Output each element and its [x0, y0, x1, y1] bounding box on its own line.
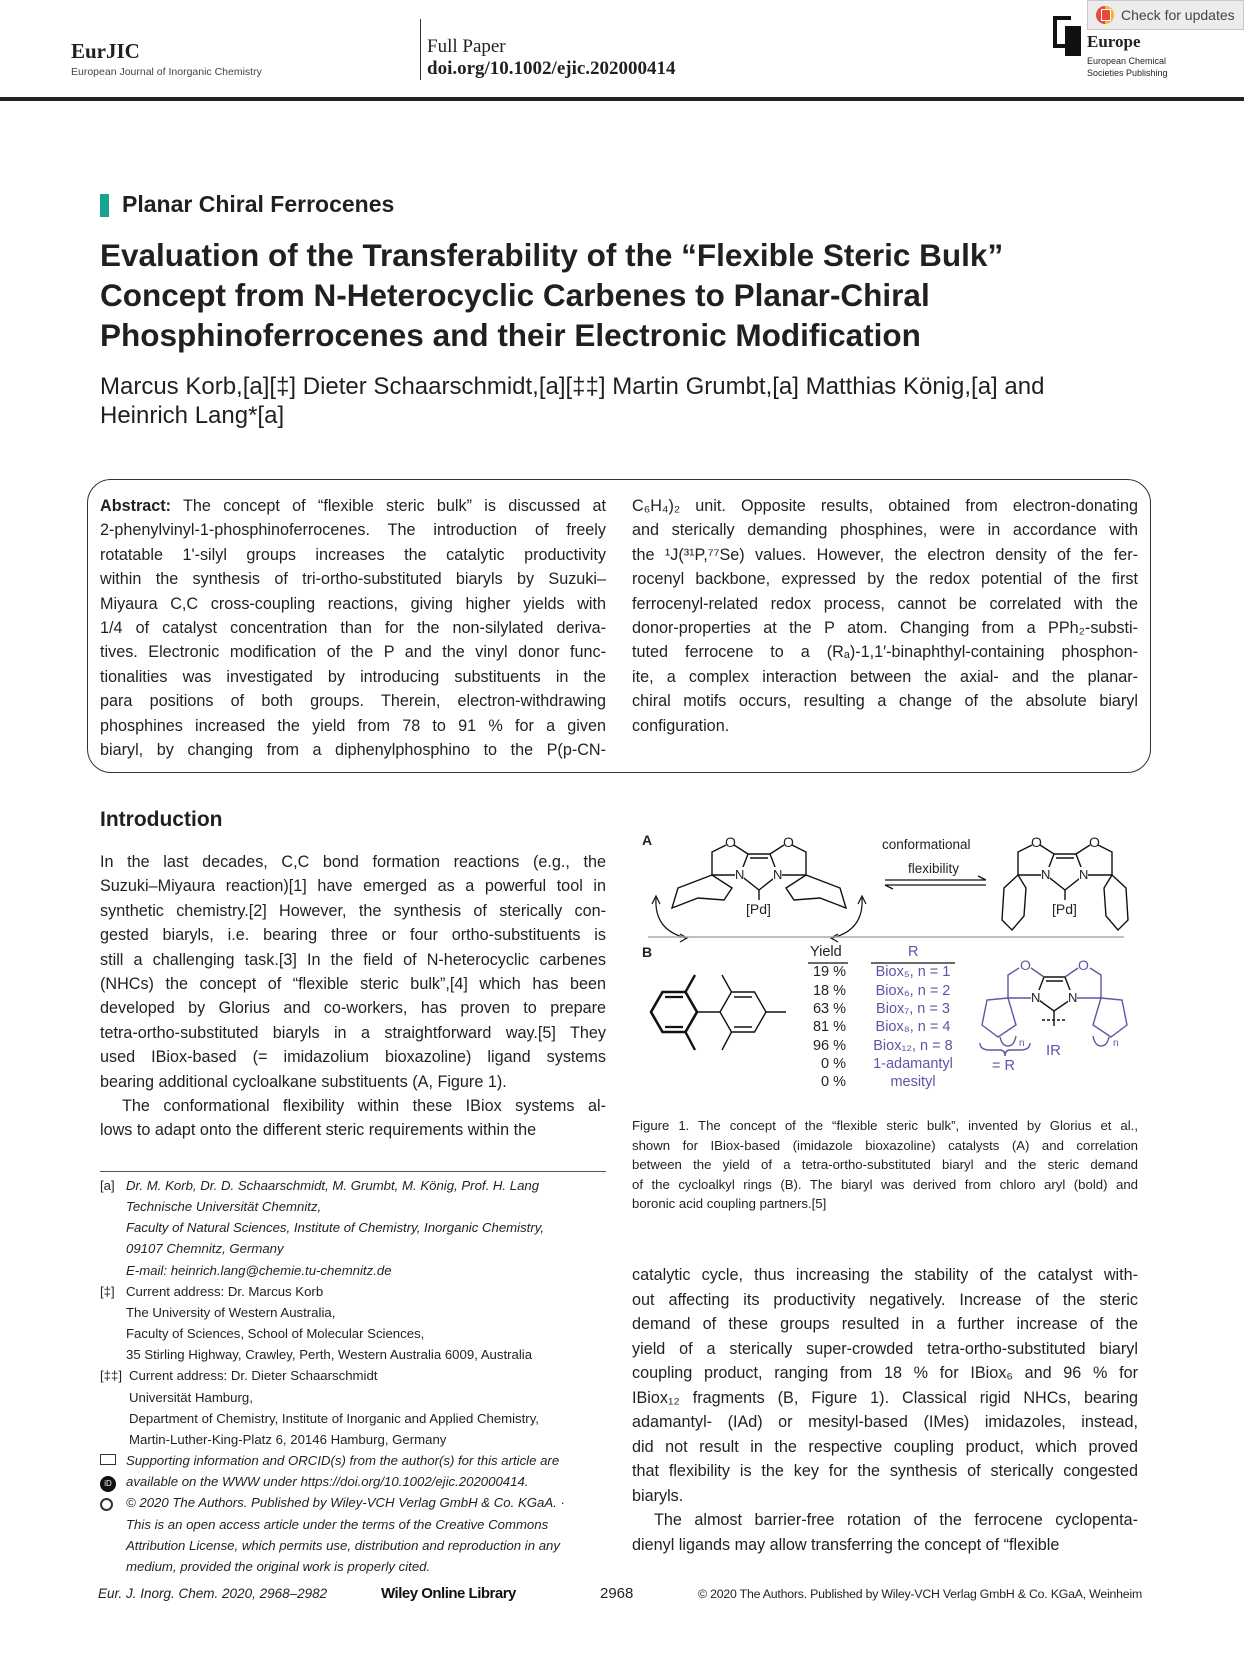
ir-label: IR [1046, 1042, 1061, 1059]
wiley-online-library-link[interactable]: Wiley Online Library [381, 1585, 516, 1602]
arrow-label-top: conformational [882, 837, 971, 852]
atom-o: O [1089, 834, 1100, 850]
text-line: 1/4 of catalyst concentration than for the non-silylated deriva- [100, 619, 606, 638]
atom-n: N [735, 867, 745, 882]
header-divider [420, 19, 421, 80]
footnote-line: Supporting information and ORCID(s) from the author(s) for this article are [126, 1453, 560, 1469]
footnote-text [126, 1492, 610, 1577]
biaryl-structure [651, 975, 786, 1050]
text-line: tives. Electronic modification of the P and the vinyl donor func- [100, 643, 606, 662]
text-line: donor-properties at the P atom. Changing from a PPh₂-substi- [632, 619, 1138, 638]
r-header: R [908, 944, 919, 960]
yield-value: 81 % [812, 1019, 846, 1035]
page-number: 2968 [600, 1585, 634, 1602]
introduction-left-column [100, 850, 606, 1143]
atom-o: O [1078, 957, 1089, 973]
text-line: that flexibility is the key for the synthesis of sterically congested [632, 1462, 1138, 1480]
footer-copyright: © 2020 The Authors. Published by Wiley-VCH Verlag GmbH & Co. KGaA, Weinheim [698, 1587, 1143, 1601]
text-line: Suzuki–Miyaura reaction)[1] have emerged as a powerful tool in [100, 877, 606, 896]
footnote-line: Martin-Luther-King-Platz 6, 20146 Hamburg, Germany [129, 1431, 447, 1447]
doi-link[interactable]: doi.org/10.1002/ejic.202000414 [427, 58, 676, 79]
r-substituent: mesityl [890, 1074, 936, 1090]
yield-header: Yield [810, 944, 842, 960]
check-for-updates-button[interactable] [1087, 0, 1244, 30]
title-line: Evaluation of the Transferability of the “Flexible Steric Bulk” [100, 237, 1004, 273]
authors-line: Heinrich Lang*[a] [100, 402, 285, 429]
text-line: The conformational flexibility within these IBiox systems al- [122, 1097, 606, 1116]
abstract-right-column [632, 494, 1138, 738]
journal-full-name: European Journal of Inorganic Chemistry [71, 66, 262, 78]
footnote-line: This is an open access article under the terms of the Creative Commons [126, 1516, 549, 1532]
atom-o: O [1020, 957, 1031, 973]
footnote-rule [100, 1171, 606, 1172]
text-line: Miyaura C,C cross-coupling reactions, giving higher yields with [100, 594, 606, 613]
footnote-line: Technische Universität Chemnitz, [126, 1199, 322, 1215]
footnote [100, 1365, 610, 1450]
r-substituent: Biox₆, n = 2 [875, 983, 951, 999]
r-substituent: Biox₁₂, n = 8 [873, 1038, 953, 1054]
text-line: within the synthesis of tri-ortho-substituted biaryls by Suzuki– [100, 570, 606, 589]
arrow-label-bottom: flexibility [908, 861, 960, 876]
text-line: coupling product, ranging from 18 % for IBiox₆ and 96 % for [632, 1364, 1138, 1382]
text-line: gested biaryls, i.e. bearing three or four ortho-substituents is [100, 926, 606, 945]
yield-value: 63 % [812, 1001, 846, 1017]
ring-size-n: n [1019, 1038, 1025, 1049]
abstract-label: Abstract: [100, 497, 172, 515]
text-line: boronic acid coupling partners.[5] [632, 1196, 827, 1212]
text-line: tionalities was investigated by introducing substituents in the [100, 667, 606, 686]
panel-b-label: B [642, 944, 653, 960]
footnote-line: The University of Western Australia, [126, 1304, 336, 1320]
abstract-first-text: The concept of “flexible steric bulk” is discussed at [171, 497, 606, 515]
text-line: rocenyl backbone, expressed by the redox potential of the first [632, 570, 1138, 589]
footnote-line: Department of Chemistry, Institute of Inorganic and Applied Chemistry, [129, 1410, 539, 1426]
text-line: and sterically demanding phosphines, were in accordance with [632, 521, 1138, 540]
r-substituent: Biox₇, n = 3 [876, 1001, 950, 1017]
text-line: biaryls. [632, 1486, 684, 1505]
supporting-info-orcid-icon: iD [100, 1450, 126, 1492]
footnote [100, 1492, 610, 1577]
header-rule [0, 97, 1244, 101]
footnote-line: Attribution License, which permits use, distribution and reproduction in any [126, 1537, 560, 1553]
yield-value: 18 % [812, 983, 846, 999]
footer-citation: Eur. J. Inorg. Chem. 2020, 2968–2982 [98, 1586, 328, 1601]
text-line: Figure 1. The concept of the “flexible steric bulk”, invented by Glorius et al., [632, 1118, 1138, 1133]
footnote-label: [a] [100, 1178, 115, 1193]
atom-n: N [1079, 867, 1089, 882]
text-line: phosphines increased the yield from 78 to 91 % for a given [100, 716, 606, 735]
footnote-line: Faculty of Sciences, School of Molecular Sciences, [126, 1326, 425, 1342]
text-line: (NHCs) the concept of “flexible steric bulk”,[4] which has been [100, 975, 606, 994]
text-line: shown for IBiox-based (imidazole bioxazoline) catalysts (A) and correlation [632, 1137, 1138, 1153]
text-line: the ¹J(³¹P,⁷⁷Se) values. However, the electron density of the fer- [632, 545, 1138, 564]
footnote-line: 09107 Chemnitz, Germany [126, 1241, 284, 1257]
atom-n: N [1041, 867, 1051, 882]
footnote [100, 1175, 610, 1281]
article-title [100, 235, 1003, 355]
text-line: In the last decades, C,C bond formation reactions (e.g., the [100, 853, 606, 871]
text-line: tuted ferrocene to a (Rₐ)-1,1′-binaphthyl-containing phosphon- [632, 643, 1138, 662]
atom-o: O [783, 834, 794, 850]
text-line: C₆H₄)₂ unit. Opposite results, obtained from electron-donating [632, 497, 1138, 515]
logo-word: Europe [1087, 32, 1141, 51]
text-line: used IBiox-based (= imidazolium bioxazoline) ligand systems [100, 1048, 606, 1067]
open-access-icon [100, 1492, 126, 1577]
palladium-label: [Pd] [746, 901, 771, 917]
footnote-line: © 2020 The Authors. Published by Wiley-VCH Verlag GmbH & Co. KGaA. · [126, 1495, 565, 1511]
panel-a-label: A [642, 832, 653, 848]
article-type: Full Paper [427, 36, 506, 57]
r-substituent: Biox₅, n = 1 [875, 964, 951, 980]
introduction-right-column [632, 1263, 1138, 1557]
atom-n: N [1068, 990, 1078, 1005]
equals-r-label: = R [992, 1058, 1015, 1074]
yield-value: 0 % [821, 1056, 846, 1072]
footnote-line: Current address: Dr. Dieter Schaarschmidt [129, 1368, 378, 1384]
ibiox-rigid-structure [1002, 845, 1128, 930]
title-line: Phosphinoferrocenes and their Electronic Modification [100, 317, 921, 353]
figure-caption [632, 1116, 1138, 1214]
logo-mark-block [1065, 26, 1081, 56]
footnote-text [126, 1175, 610, 1281]
text-line: out affecting its productivity negatively. Increase of the steric [632, 1290, 1138, 1309]
footnote-line: medium, provided the original work is properly cited. [126, 1558, 431, 1574]
r-substituent: 1-adamantyl [873, 1056, 953, 1072]
authors [100, 372, 1044, 430]
text-line: IBiox₁₂ fragments (B, Figure 1). Classical rigid NHCs, bearing [632, 1388, 1138, 1407]
section-accent-bar [100, 194, 109, 217]
footnote [100, 1450, 610, 1492]
section-label: Planar Chiral Ferrocenes [122, 191, 395, 217]
footnote-text [126, 1281, 610, 1366]
text-line: developed by Glorius and co-workers, has proven to prepare [100, 999, 606, 1018]
text-line: adamantyl- (IAd) or mesityl-based (IMes) imidazoles, instead, [632, 1413, 1138, 1431]
atom-o: O [1031, 834, 1042, 850]
text-line: chiral motifs occurs, resulting a change of the absolute biaryl [632, 692, 1138, 711]
yield-value: 0 % [821, 1074, 846, 1090]
footnote-label: [‡] [100, 1283, 115, 1299]
abstract-left-lines [100, 518, 606, 762]
footnote-line: Universität Hamburg, [129, 1389, 253, 1405]
text-line: did not result in the respective coupling product, which proved [632, 1437, 1138, 1456]
text-line: bearing additional cycloalkane substituents (A, Figure 1). [100, 1072, 507, 1091]
text-line: yield of a sterically super-crowded tetra-ortho-substituted biaryl [632, 1339, 1138, 1358]
footnote-text [126, 1450, 610, 1492]
authors-line: Marcus Korb,[a][‡] Dieter Schaarschmidt,[a][‡‡] Martin Grumbt,[a] Matthias König,[a] and [100, 373, 1045, 400]
text-line: catalytic cycle, thus increasing the stability of the catalyst with- [632, 1266, 1138, 1284]
text-line: ferrocenyl-related redox process, cannot be correlated with the [632, 594, 1138, 613]
journal-logo: EurJIC [71, 39, 140, 63]
check-updates-label: Check for updates [1121, 7, 1235, 23]
text-line: lows to adapt onto the different steric requirements within the [100, 1121, 537, 1140]
atom-n: N [773, 867, 783, 882]
equilibrium-arrows-icon [885, 876, 986, 889]
title-line: Concept from N-Heterocyclic Carbenes to Planar-Chiral [100, 277, 930, 313]
text-line: ite, a complex interaction between the axial- and the planar- [632, 667, 1138, 686]
text-line: demand of these groups resulted in a further increase of the [632, 1315, 1138, 1333]
text-line: The almost barrier-free rotation of the ferrocene cyclopenta- [654, 1511, 1138, 1529]
yield-value: 96 % [812, 1038, 846, 1054]
abstract-left-column [100, 494, 606, 762]
figure-1 [640, 830, 1140, 1110]
footnote-label: [‡‡] [100, 1368, 122, 1384]
footnote-line: Current address: Dr. Marcus Korb [126, 1283, 324, 1299]
footnote [100, 1281, 610, 1366]
text-line: synthetic chemistry.[2] However, the synthesis of sterically con- [100, 901, 606, 920]
logo-line1: European Chemical [1087, 56, 1167, 66]
ring-size-n: n [1113, 1038, 1119, 1049]
text-line: tetra-ortho-substituted biaryls in a straightforward way.[5] They [100, 1023, 606, 1042]
palladium-label: [Pd] [1052, 901, 1077, 917]
logo-line2: Societies Publishing [1087, 68, 1168, 78]
footnote-line: E-mail: heinrich.lang@chemie.tu-chemnitz.de [126, 1262, 392, 1278]
footnote-line: available on the WWW under https://doi.org/10.1002/ejic.202000414. [126, 1474, 529, 1490]
footnote-line: Dr. M. Korb, Dr. D. Schaarschmidt, M. Grumbt, M. König, Prof. H. Lang [126, 1178, 540, 1193]
check-updates-icon [1096, 6, 1114, 24]
text-line: para positions of both groups. Therein, electron-withdrawing [100, 692, 606, 711]
footnote-text [129, 1365, 610, 1450]
atom-n: N [1031, 990, 1041, 1005]
introduction-heading: Introduction [100, 808, 223, 831]
text-line: still a challenging task.[3] In the field of N-heterocyclic carbenes [100, 950, 606, 969]
footnotes [100, 1175, 610, 1577]
text-line: configuration. [632, 716, 730, 735]
text-line: rotatable 1'-silyl groups increases the catalytic productivity [100, 545, 606, 564]
text-line: biaryl, by changing from a diphenylphosphino to the P(p-CN- [100, 741, 606, 760]
text-line: 2-phenylvinyl-1-phosphinoferrocenes. The introduction of freely [100, 521, 606, 540]
r-substituent: Biox₈, n = 4 [875, 1019, 951, 1035]
ibiox-flexible-structure [652, 845, 866, 942]
footnote-line: Faculty of Natural Sciences, Institute of Chemistry, Inorganic Chemistry, [126, 1220, 544, 1236]
text-line: dienyl ligands may allow transferring the concept of “flexible [632, 1535, 1060, 1554]
footnote-line: 35 Stirling Highway, Crawley, Perth, Western Australia 6009, Australia [126, 1347, 533, 1363]
text-line: between the yield of a tetra-ortho-substituted biaryl and the steric demand [632, 1157, 1138, 1173]
abstract-first-line [100, 494, 606, 518]
text-line: of the cycloalkyl rings (B). The biaryl was derived from chloro aryl (bold) and [632, 1176, 1138, 1192]
atom-o: O [725, 834, 736, 850]
yield-value: 19 % [812, 964, 846, 980]
